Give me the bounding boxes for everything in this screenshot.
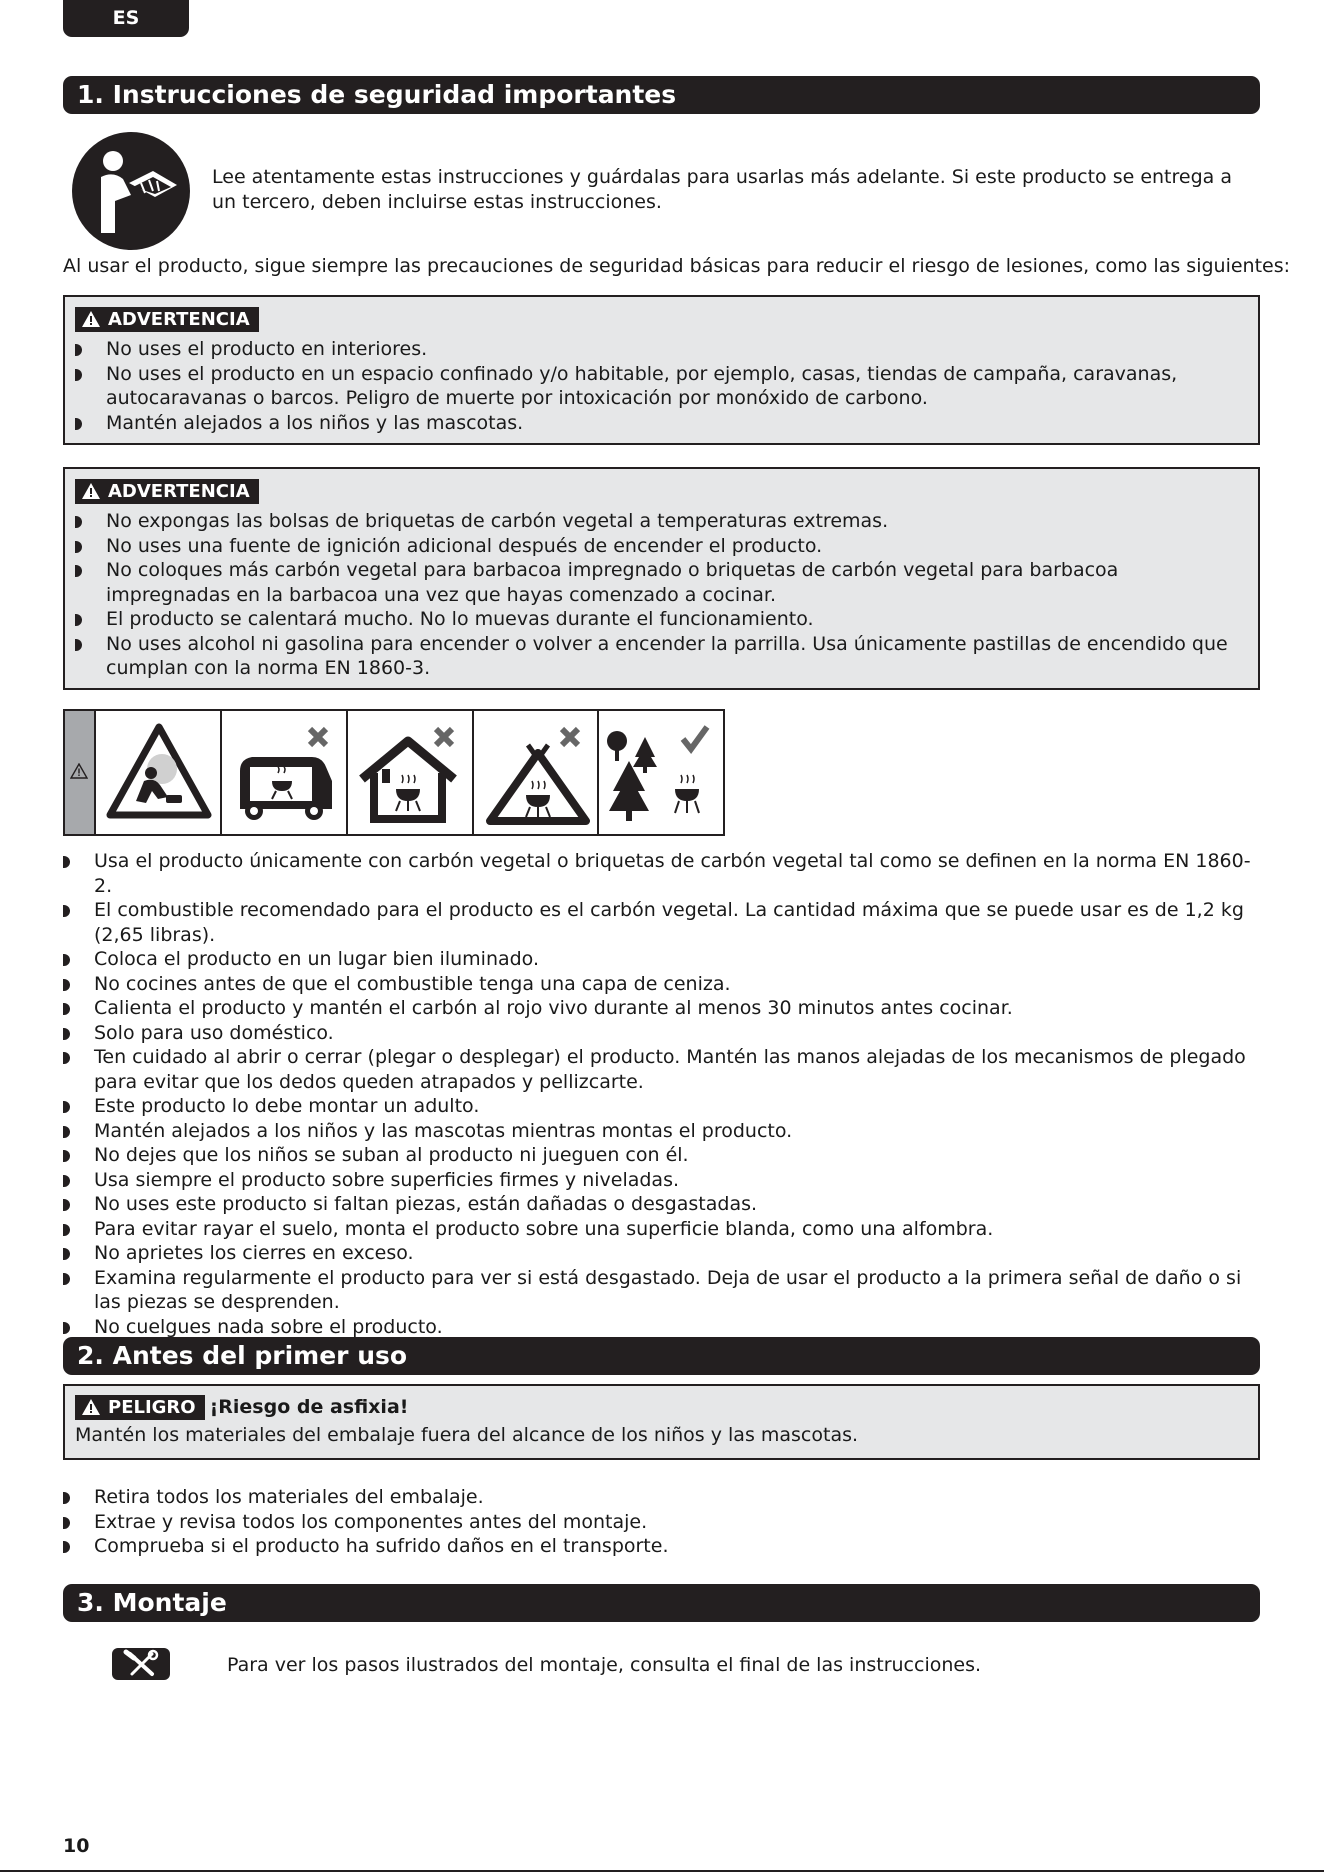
list-item: No uses alcohol ni gasolina para encender o volver a encender la parrilla. Usa únicamente pastillas de encendido que cumplan con la norma EN 1860-3. [75,632,1248,681]
page-number: 10 [63,1835,90,1857]
list-item: No uses el producto en interiores. [75,337,1248,362]
no-vehicle-icon [222,711,348,834]
list-item: Comprueba si el producto ha sufrido daños en el transporte. [63,1534,1260,1559]
list-item: No aprietes los cierres en exceso. [63,1241,1260,1266]
warning-label: ADVERTENCIA [108,481,250,502]
warning-triangle-icon [81,1398,101,1416]
list-item: No cuelgues nada sobre el producto. [63,1315,1260,1340]
danger-headline: ¡Riesgo de asfixia! [209,1396,409,1418]
list-item: Usa el producto únicamente con carbón vegetal o briquetas de carbón vegetal tal como se definen en la norma EN 1860-2. [63,849,1260,898]
list-item: Calienta el producto y mantén el carbón al rojo vivo durante al menos 30 minutos antes cocinar. [63,996,1260,1021]
read-manual-icon [71,131,191,251]
list-item: No uses una fuente de ignición adicional después de encender el producto. [75,534,1248,559]
lead-paragraph: Al usar el producto, sigue siempre las precauciones de seguridad básicas para reducir el riesgo de lesiones, como las siguientes: [63,255,1291,277]
safety-pictogram-strip [63,709,725,836]
list-item: No coloques más carbón vegetal para barbacoa impregnado o briquetas de carbón vegetal para barbacoa impregnadas en la barbacoa una vez que hayas comenzado a cocinar. [75,558,1248,607]
list-item: El combustible recomendado para el producto es el carbón vegetal. La cantidad máxima que se puede usar es de 1,2 kg (2,65 libras). [63,898,1260,947]
list-item: No uses el producto en un espacio confinado y/o habitable, por ejemplo, casas, tiendas de campaña, caravanas, autocaravanas o barcos. Peligro de muerte por intoxicación por monóxido de carbono. [75,362,1248,411]
list-item: El producto se calentará mucho. No lo muevas durante el funcionamiento. [75,607,1248,632]
list-item: No expongas las bolsas de briquetas de carbón vegetal a temperaturas extremas. [75,509,1248,534]
warning-1-list [75,337,1248,435]
carbon-monoxide-hazard-icon [96,711,222,834]
list-item: Mantén alejados a los niños y las mascotas. [75,411,1248,436]
list-item: Examina regularmente el producto para ver si está desgastado. Deja de usar el producto a la primera señal de daño o si las piezas se desprenden. [63,1266,1260,1315]
safety-instructions-list [63,849,1260,1339]
outdoors-ok-icon [599,711,723,834]
tools-icon [112,1648,170,1680]
no-tent-icon [474,711,600,834]
warning-2-list [75,509,1248,681]
warning-label: ADVERTENCIA [108,309,250,330]
pictogram-side-tab [65,711,96,834]
list-item: Retira todos los materiales del embalaje. [63,1485,1260,1510]
list-item: Ten cuidado al abrir o cerrar (plegar o desplegar) el producto. Mantén las manos alejadas de los mecanismos de plegado para evitar que los dedos queden atrapados y pellizcarte. [63,1045,1260,1094]
list-item: No cocines antes de que el combustible tenga una capa de ceniza. [63,972,1260,997]
language-tab: ES [63,0,189,37]
list-item: Para evitar rayar el suelo, monta el producto sobre una superficie blanda, como una alfombra. [63,1217,1260,1242]
before-first-use-list [63,1485,1260,1559]
danger-signal [75,1395,205,1420]
danger-box [63,1384,1260,1460]
warning-signal [75,479,259,504]
list-item: No uses este producto si faltan piezas, están dañadas o desgastadas. [63,1192,1260,1217]
intro-paragraph: Lee atentamente estas instrucciones y guárdalas para usarlas más adelante. Si este producto se entrega a un tercero, deben incluirse estas instrucciones. [212,166,1232,213]
warning-triangle-icon [81,310,101,328]
no-house-icon [348,711,474,834]
list-item: Coloca el producto en un lugar bien iluminado. [63,947,1260,972]
list-item: Este producto lo debe montar un adulto. [63,1094,1260,1119]
section-2-heading: 2. Antes del primer uso [63,1337,1260,1375]
list-item: Extrae y revisa todos los componentes antes del montaje. [63,1510,1260,1535]
warning-signal [75,307,259,332]
section-3-heading: 3. Montaje [63,1584,1260,1622]
assembly-note: Para ver los pasos ilustrados del montaje, consulta el final de las instrucciones. [227,1654,982,1676]
danger-text: Mantén los materiales del embalaje fuera del alcance de los niños y las mascotas. [75,1424,859,1446]
list-item: Solo para uso doméstico. [63,1021,1260,1046]
warning-box-2 [63,467,1260,690]
warning-box-1 [63,295,1260,445]
list-item: Mantén alejados a los niños y las mascotas mientras montas el producto. [63,1119,1260,1144]
list-item: No dejes que los niños se suban al producto ni jueguen con él. [63,1143,1260,1168]
danger-label: PELIGRO [108,1397,196,1418]
list-item: Usa siempre el producto sobre superficies firmes y niveladas. [63,1168,1260,1193]
small-warning-icon [70,763,88,779]
section-1-heading: 1. Instrucciones de seguridad importantes [63,76,1260,114]
warning-triangle-icon [81,482,101,500]
